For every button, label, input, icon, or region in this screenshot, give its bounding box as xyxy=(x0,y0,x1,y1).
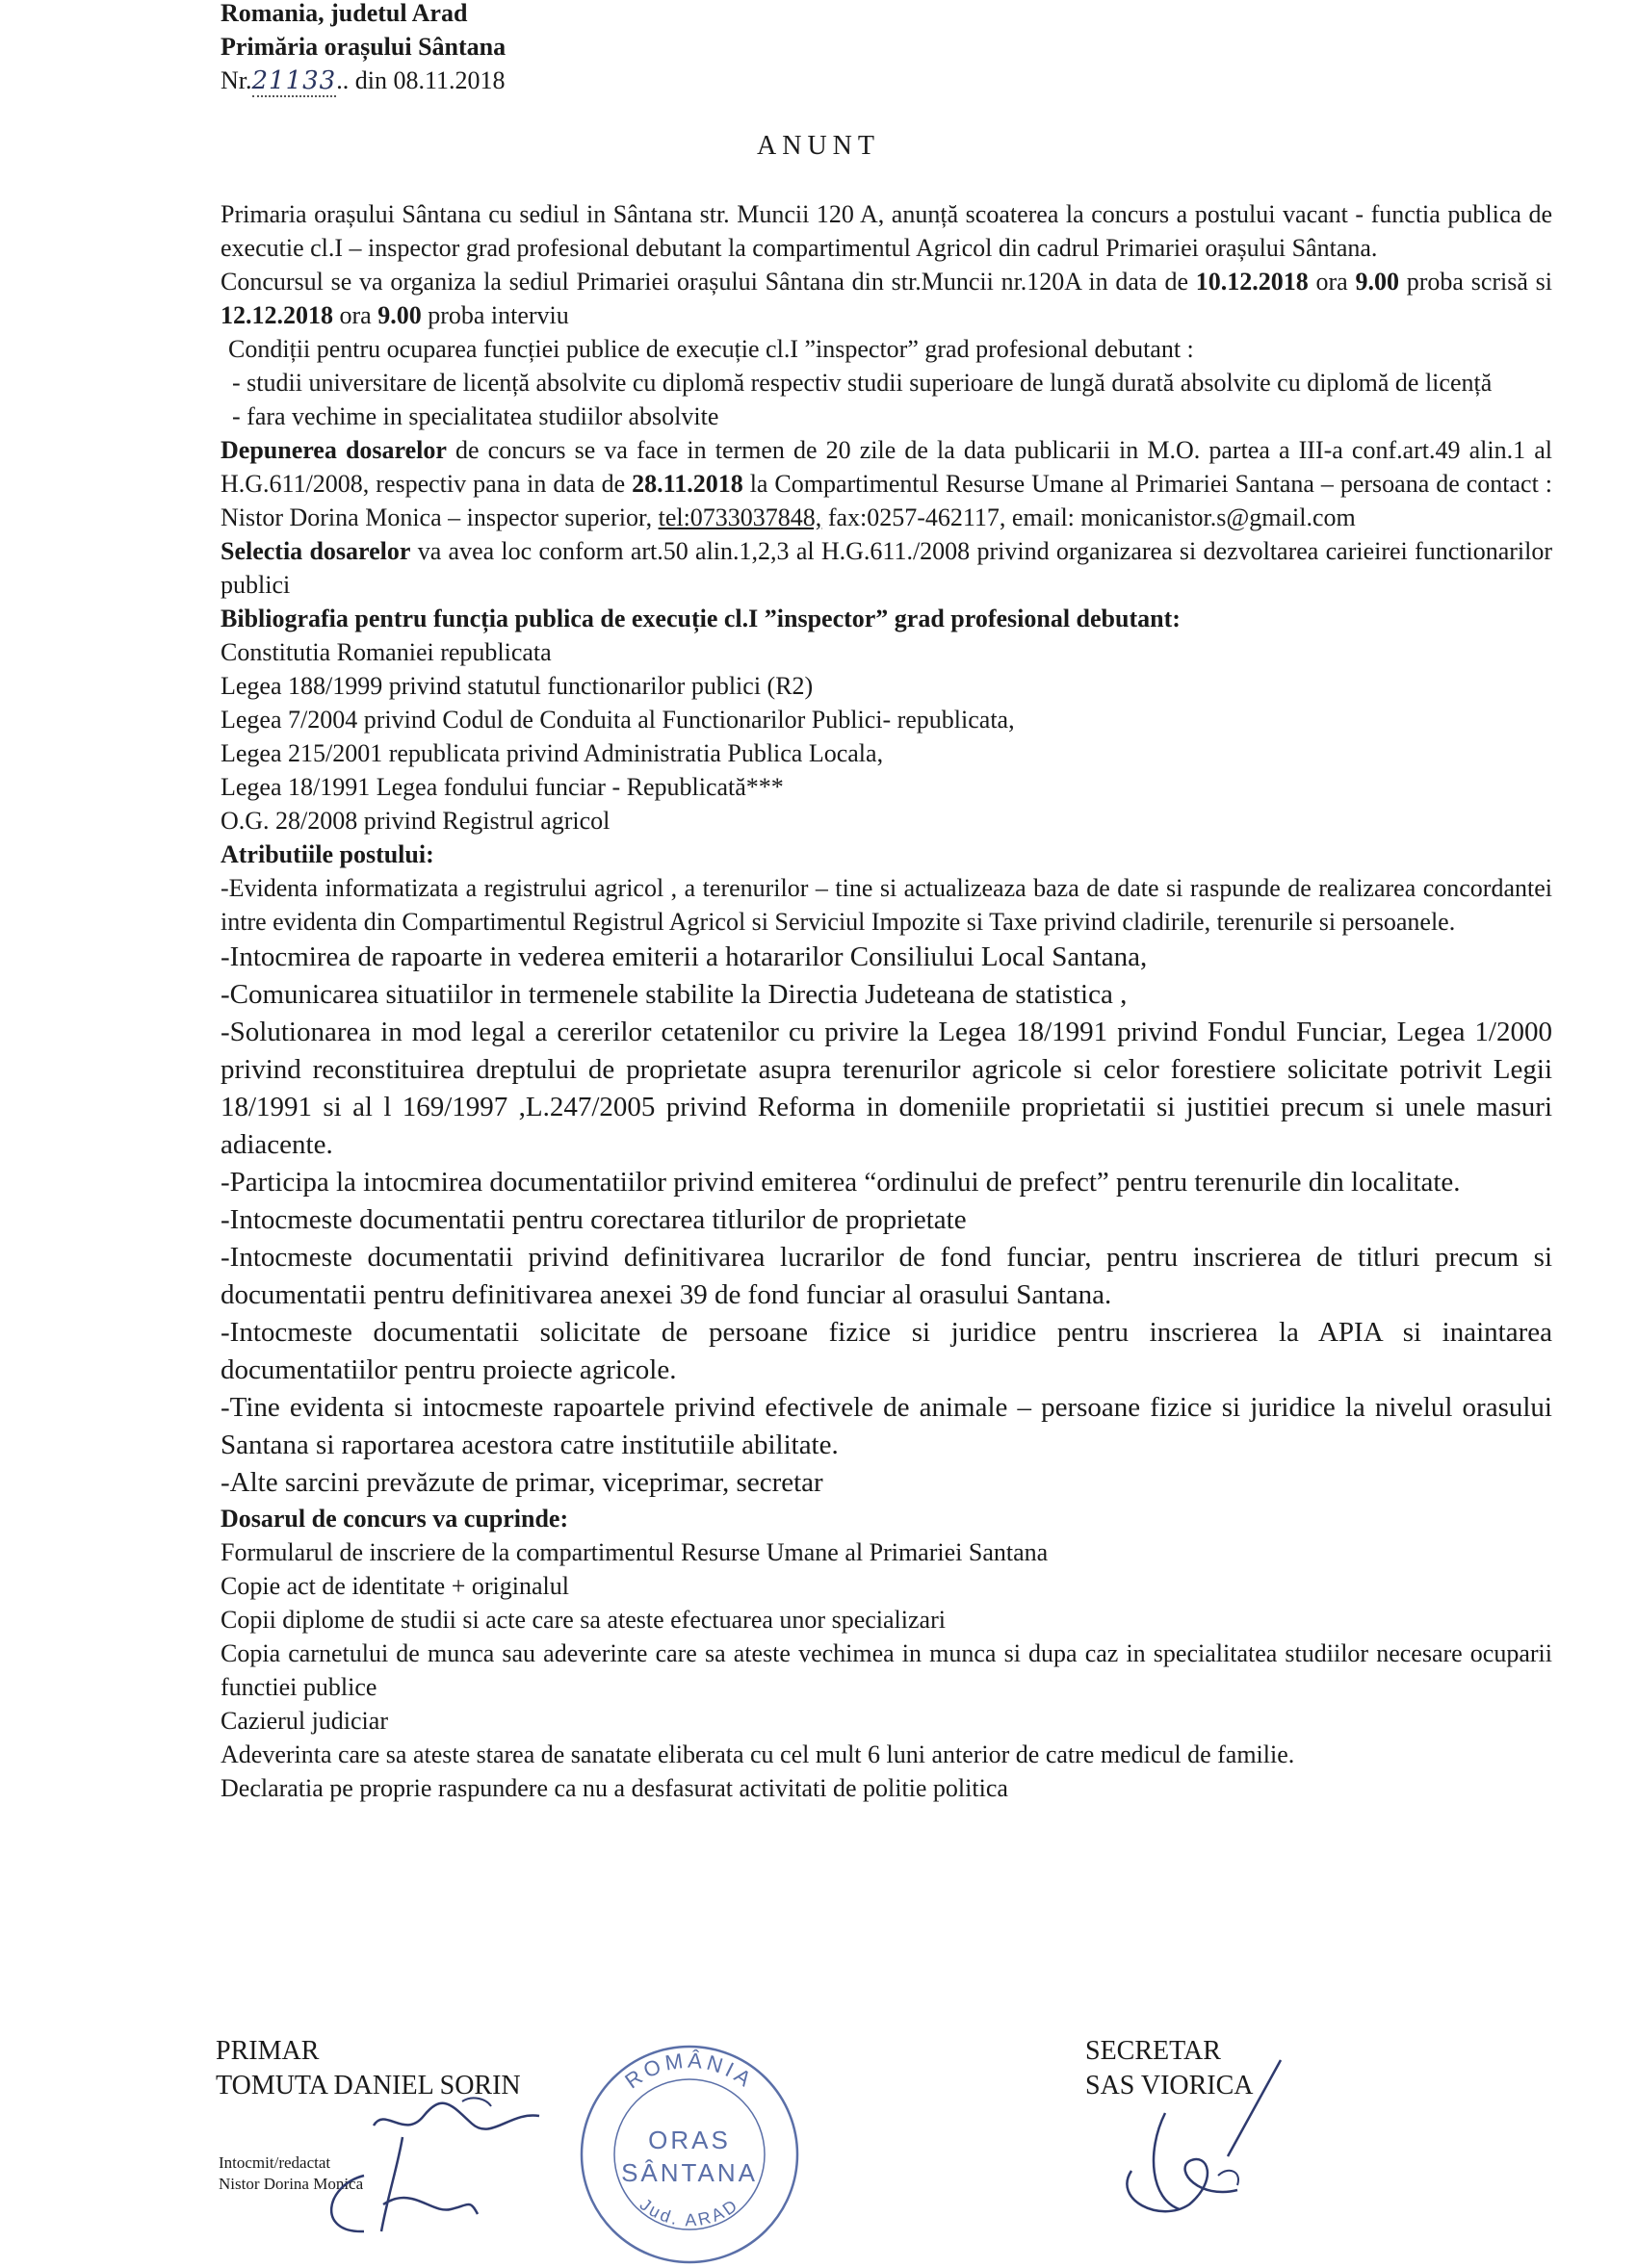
header-institution: Primăria orașului Sântana xyxy=(221,33,507,61)
svg-text:ORAS: ORAS xyxy=(648,2126,731,2154)
mayor-role: PRIMAR xyxy=(216,2036,320,2066)
duty-item: -Solutionarea in mod legal a cererilor cetatenilor cu privire la Legea 18/1991 privind Fondul Funciar, Legea 1/2000 privind reconstituirea dreptului de proprietate asupra terenurilor agricole si celor forestiere solicitate potrivit Legii 18/1991 si al l 169/1997 ,L.247/2005 privind Reforma in domeniile proprietatii si justitiei precum si unele masuri adiacente. xyxy=(221,1017,1552,1160)
file-item: Cazierul judiciar xyxy=(221,1707,388,1735)
duties-title: Atributiile postului: xyxy=(221,840,434,868)
document-title: ANUNT xyxy=(757,131,880,161)
condition-item: - studii universitare de licență absolvite cu diplomă respectiv studii superioare de lungă durată absolvite cu diplomă de licență xyxy=(232,369,1493,397)
bibliography-item: Legea 18/1991 Legea fondului funciar - Republicată*** xyxy=(221,773,784,801)
submission-paragraph: Depunerea dosarelor de concurs se va face in termen de 20 zile de la data publicarii in M.O. partea a III-a conf.art.49 alin.1 al H.G.611/2008, respectiv pana in data de 28.11.2018 la Compartimentul Resurse Umane al Primariei Santana – persoana de contact : Nistor Dorina Monica – inspector superior, tel:0733037848, fax:0257-462117, email: monicanistor.s@gmail.com xyxy=(221,436,1552,531)
bibliography-item: Constitutia Romaniei republicata xyxy=(221,638,552,666)
header-county: Romania, judetul Arad xyxy=(221,0,468,27)
file-item: Copii diplome de studii si acte care sa ateste efectuarea unor specializari xyxy=(221,1606,946,1634)
svg-text:ROMÂNIA: ROMÂNIA xyxy=(620,2048,759,2094)
official-stamp xyxy=(576,2041,803,2268)
file-item: Copie act de identitate + originalul xyxy=(221,1572,569,1600)
prepared-label: Intocmit/redactat xyxy=(219,2153,331,2172)
contact-phone-link[interactable]: tel:0733037848, xyxy=(658,503,822,531)
file-item: Adeverinta care sa ateste starea de sanatate eliberata cu cel mult 6 luni anterior de catre medicul de familie. xyxy=(221,1740,1295,1768)
conditions-title: Condiții pentru ocuparea funcției publice de execuție cl.I ”inspector” grad profesional debutant : xyxy=(228,335,1194,363)
file-item: Declaratia pe proprie raspundere ca nu a desfasurat activitati de politie politica xyxy=(221,1774,1008,1802)
exam-schedule-paragraph: Concursul se va organiza la sediul Primariei orașului Sântana din str.Muncii nr.120A in data de 10.12.2018 ora 9.00 proba scrisă si 12.12.2018 ora 9.00 proba interviu xyxy=(221,268,1553,329)
intro-paragraph: Primaria orașului Sântana cu sediul in Sântana str. Muncii 120 A, anunță scoaterea la concurs a postului vacant - functia publica de executie cl.I – inspector grad profesional debutant la compartimentul Agricol din cadrul Primariei orașului Sântana. xyxy=(221,200,1552,262)
svg-text:Jud. ARAD: Jud. ARAD xyxy=(636,2194,743,2230)
duty-item: -Alte sarcini prevăzute de primar, viceprimar, secretar xyxy=(221,1467,823,1498)
secretary-role: SECRETAR xyxy=(1085,2036,1221,2066)
duty-item: -Comunicarea situatiilor in termenele stabilite la Directia Judeteana de statistica , xyxy=(221,979,1128,1010)
bibliography-title: Bibliografia pentru funcția publica de execuție cl.I ”inspector” grad profesional debutant: xyxy=(221,605,1181,632)
prepared-name: Nistor Dorina Monica xyxy=(219,2175,364,2193)
registration-number-handwritten: 21133 xyxy=(251,66,337,95)
bibliography-item: Legea 7/2004 privind Codul de Conduita al Functionarilor Publici- republicata, xyxy=(221,706,1015,734)
mayor-name: TOMUTA DANIEL SORIN xyxy=(216,2071,521,2100)
duty-item: -Participa la intocmirea documentatiilor privind emiterea “ordinului de prefect” pentru terenurile din localitate. xyxy=(221,1167,1461,1198)
secretary-handwritten-signature xyxy=(1074,2055,1295,2224)
file-contents-title: Dosarul de concurs va cuprinde: xyxy=(221,1505,569,1533)
duty-item: -Intocmeste documentatii privind definitivarea lucrarilor de fond funciar, pentru inscrierea de titluri precum si documentatii pentru definitivarea anexei 39 de fond funciar al orasului Santana. xyxy=(221,1242,1552,1310)
document-body xyxy=(221,197,1552,1805)
document-header xyxy=(221,0,506,98)
file-item: Copia carnetului de munca sau adeverinte care sa ateste vechimea in munca si dupa caz in specialitatea studiilor necesare ocuparii functiei publice xyxy=(221,1639,1552,1701)
secretary-name: SAS VIORICA xyxy=(1085,2071,1254,2100)
selection-paragraph: Selectia dosarelor va avea loc conform art.50 alin.1,2,3 al H.G.611./2008 privind organizarea si dezvoltarea carieirei functionarilor publici xyxy=(221,537,1552,599)
duty-item: -Evidenta informatizata a registrului agricol , a terenurilor – tine si actualizeaza baza de date si raspunde de realizarea concordantei intre evidenta din Compartimentul Registrul Agricol si Serviciul Impozite si Taxe privind cladirile, terenurile si persoanele. xyxy=(221,874,1552,936)
bibliography-item: Legea 188/1999 privind statutul functionarilor publici (R2) xyxy=(221,672,814,700)
duty-item: -Tine evidenta si intocmeste rapoartele privind efectivele de animale – persoane fizice si juridice la nivelul orasului Santana si raportarea acestora catre institutiile abilitate. xyxy=(221,1392,1552,1460)
bibliography-item: O.G. 28/2008 privind Registrul agricol xyxy=(221,807,611,835)
duty-item: -Intocmeste documentatii solicitate de persoane fizice si juridice pentru inscrierea la APIA si inaintarea documentatiilor pentru proiecte agricole. xyxy=(221,1317,1552,1385)
preparer-handwritten-signature xyxy=(306,2118,480,2243)
condition-item: - fara vechime in specialitatea studiilor absolvite xyxy=(232,402,719,430)
duty-item: -Intocmeste documentatii pentru corectarea titlurilor de proprietate xyxy=(221,1204,967,1235)
header-registration-number: Nr.21133.. din 08.11.2018 xyxy=(221,66,506,95)
bibliography-item: Legea 215/2001 republicata privind Administratia Publica Locala, xyxy=(221,739,884,767)
svg-text:SÂNTANA: SÂNTANA xyxy=(621,2158,758,2187)
file-item: Formularul de inscriere de la compartimentul Resurse Umane al Primariei Santana xyxy=(221,1538,1049,1566)
duty-item: -Intocmirea de rapoarte in vederea emiterii a hotararilor Consiliului Local Santana, xyxy=(221,941,1148,972)
